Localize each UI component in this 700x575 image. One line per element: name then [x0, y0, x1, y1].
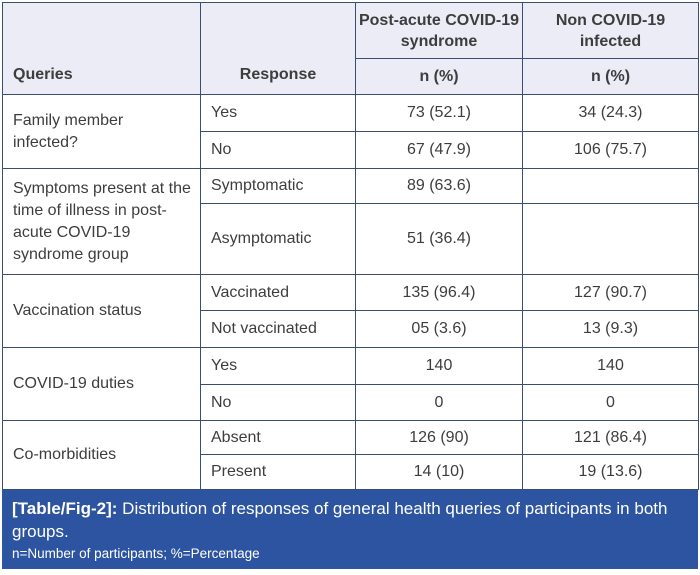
response-cell: No [201, 132, 356, 169]
response-cell: Yes [201, 95, 356, 132]
header-row-groups [3, 3, 699, 59]
health-queries-table [2, 2, 699, 490]
query-cell: Family member infected? [3, 95, 201, 169]
value-cell: 14 (10) [356, 455, 523, 490]
header-queries: Queries [3, 3, 201, 95]
response-cell: Present [201, 455, 356, 490]
response-cell: No [201, 385, 356, 421]
table-row [3, 95, 699, 132]
value-cell: 89 (63.6) [356, 169, 523, 204]
query-cell: Vaccination status [3, 275, 201, 348]
value-cell [523, 169, 699, 204]
table-caption-bar [2, 490, 698, 569]
value-cell: 34 (24.3) [523, 95, 699, 132]
response-cell: Symptomatic [201, 169, 356, 204]
response-cell: Asymptomatic [201, 204, 356, 275]
table-row [3, 169, 699, 204]
value-cell: 140 [523, 348, 699, 385]
value-cell: 19 (13.6) [523, 455, 699, 490]
response-cell: Not vaccinated [201, 311, 356, 348]
caption-footnote: n=Number of participants; %=Percentage [12, 546, 260, 561]
value-cell: 51 (36.4) [356, 204, 523, 275]
value-cell: 73 (52.1) [356, 95, 523, 132]
header-group-postacute: Post-acute COVID-19 syndrome [356, 3, 523, 59]
header-group-noncovid: Non COVID-19 infected [523, 3, 699, 59]
response-cell: Absent [201, 421, 356, 455]
query-cell: Co-morbidities [3, 421, 201, 490]
caption-text: Distribution of responses of general health queries of participants in both groups. [12, 499, 668, 541]
value-cell: 13 (9.3) [523, 311, 699, 348]
value-cell: 127 (90.7) [523, 275, 699, 311]
table-row [3, 275, 699, 311]
query-cell: COVID-19 duties [3, 348, 201, 421]
value-cell: 126 (90) [356, 421, 523, 455]
value-cell: 0 [523, 385, 699, 421]
value-cell: 0 [356, 385, 523, 421]
value-cell: 140 [356, 348, 523, 385]
value-cell: 135 (96.4) [356, 275, 523, 311]
subheader-n-pct-noncovid: n (%) [523, 59, 699, 95]
value-cell [523, 204, 699, 275]
query-cell: Symptoms present at the time of illness in post-acute COVID-19 syndrome group [3, 169, 201, 275]
value-cell: 121 (86.4) [523, 421, 699, 455]
value-cell: 106 (75.7) [523, 132, 699, 169]
table-row [3, 421, 699, 455]
subheader-n-pct-postacute: n (%) [356, 59, 523, 95]
response-cell: Vaccinated [201, 275, 356, 311]
table-row [3, 348, 699, 385]
caption-label: [Table/Fig-2]: [12, 499, 118, 518]
value-cell: 05 (3.6) [356, 311, 523, 348]
header-response: Response [201, 3, 356, 95]
response-cell: Yes [201, 348, 356, 385]
value-cell: 67 (47.9) [356, 132, 523, 169]
table-caption [12, 497, 688, 543]
